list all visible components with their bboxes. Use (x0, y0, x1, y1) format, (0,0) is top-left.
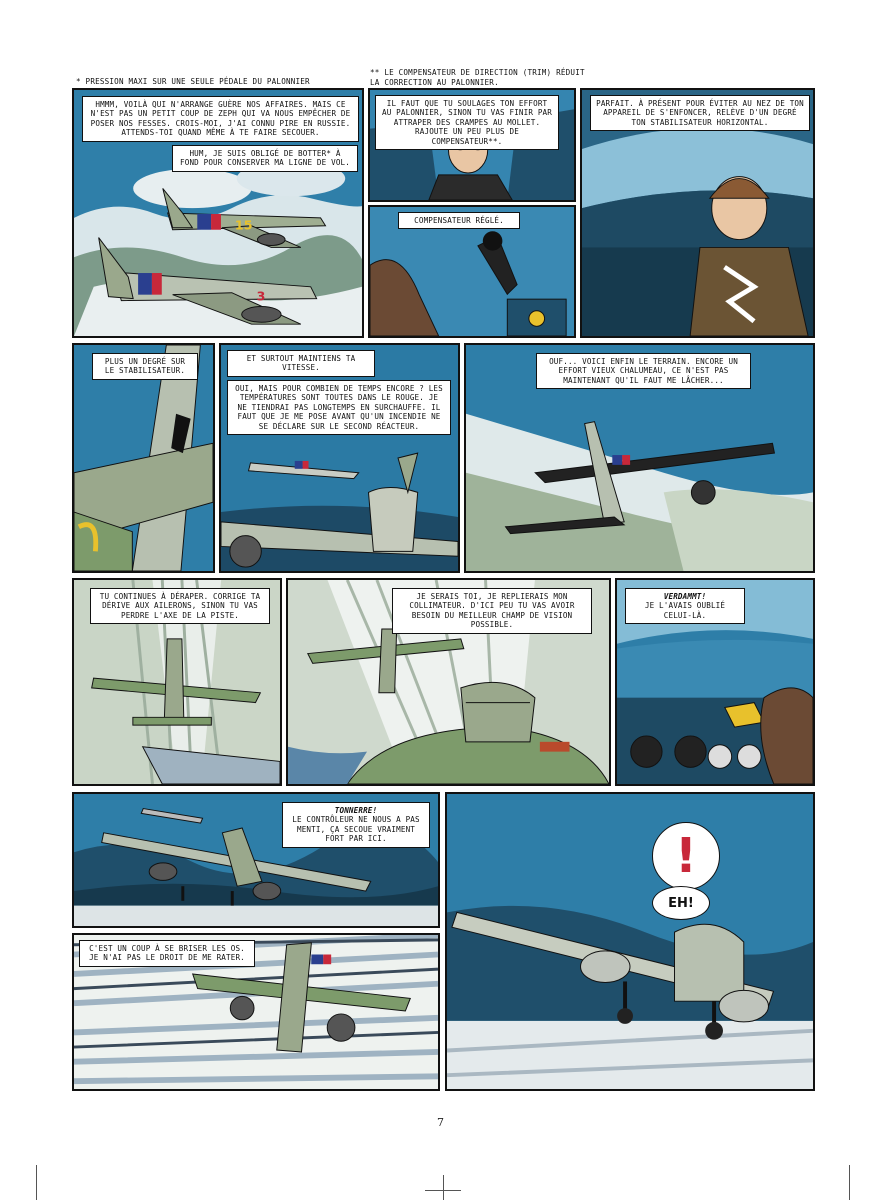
p6-caption-2: OUI, MAIS POUR COMBIEN DE TEMPS ENCORE ? LES TEMPÉRATURES SONT TOUTES DANS LE ROUGE. JE NE TIENDRAI PAS LONGTEMPS EN SURCHAUFFE. IL FAUT QUE JE ME POSE AVANT QU'UN INCENDIE NE SE DÉCLARE SUR LE SECOND RÉACTEUR. (227, 380, 451, 435)
panel-10 (615, 578, 815, 786)
panel-3 (368, 205, 576, 338)
p11-caption-rest: LE CONTRÔLEUR NE NOUS A PAS MENTI, ÇA SECOUE VRAIMENT FORT PAR ICI. (292, 815, 420, 844)
p10-caption-rest: JE L'AVAIS OUBLIÉ CELUI-LÀ. (644, 601, 726, 620)
panel-11 (72, 792, 440, 928)
plane-number-bottom: 3 (256, 289, 266, 305)
crop-mark-center-h (425, 1190, 461, 1191)
p2-caption: IL FAUT QUE TU SOULAGES TON EFFORT AU PALONNIER, SINON TU VAS FINIR PAR ATTRAPER DES CRAMPES AU MOLLET. RAJOUTE UN PEU PLUS DE COMPENSATEUR**. (375, 95, 559, 150)
panel-8 (72, 578, 282, 786)
crop-mark-center-v (443, 1175, 444, 1200)
p10-caption-bold: VERDAMMT! (663, 592, 707, 601)
p5-caption: PLUS UN DEGRÉ SUR LE STABILISATEUR. (92, 353, 198, 380)
panel-13 (445, 792, 815, 1091)
panel-6 (219, 343, 460, 573)
p11-caption-bold: TONNERRE! (334, 806, 378, 815)
panel-4 (580, 88, 815, 338)
p7-caption: OUF... VOICI ENFIN LE TERRAIN. ENCORE UN EFFORT VIEUX CHALUMEAU, CE N'EST PAS MAINTENANT QU'IL FAUT ME LÂCHER... (536, 353, 751, 389)
p8-caption: TU CONTINUES À DÉRAPER. CORRIGE TA DÉRIVE AUX AILERONS, SINON TU VAS PERDRE L'AXE DE LA PISTE. (90, 588, 270, 624)
panel-2 (368, 88, 576, 202)
panel-12 (72, 933, 440, 1091)
footnote-right-line2: LA CORRECTION AU PALONNIER. (370, 78, 499, 87)
crop-mark-left (36, 1165, 37, 1200)
p13-exclaim: ! (675, 828, 697, 884)
p13-shout-balloon (652, 886, 710, 920)
p10-caption (625, 588, 745, 624)
footnote-right-line1: ** LE COMPENSATEUR DE DIRECTION (TRIM) RÉDUIT (370, 68, 585, 77)
p6-caption-1: ET SURTOUT MAINTIENS TA VITESSE. (227, 350, 375, 377)
panel-1 (72, 88, 364, 338)
p13-exclaim-balloon (652, 822, 720, 890)
p11-caption (282, 802, 430, 848)
page-number: 7 (437, 1116, 444, 1129)
footnote-left: * PRESSION MAXI SUR UNE SEULE PÉDALE DU PALONNIER (76, 77, 310, 86)
p12-caption: C'EST UN COUP À SE BRISER LES OS. JE N'AI PAS LE DROIT DE ME RATER. (79, 940, 255, 967)
p4-caption: PARFAIT. À PRÉSENT POUR ÉVITER AU NEZ DE TON APPAREIL DE S'ENFONCER, RELÈVE D'UN DEGRÉ TON STABILISATEUR HORIZONTAL. (590, 95, 810, 131)
plane-number-top: 15 (234, 218, 253, 234)
p1-caption-1: HMMM, VOILÀ QUI N'ARRANGE GUÈRE NOS AFFAIRES. MAIS CE N'EST PAS UN PETIT COUP DE ZEPH QUI VA NOUS EMPÊCHER DE POSER NOS FESSES. CROIS-MOI, J'AI CONNU PIRE EN RUSSIE. ATTENDS-TOI QUAND MÊME À TE FAIRE SECOUER. (82, 96, 359, 142)
p3-caption: COMPENSATEUR RÉGLÉ. (398, 212, 520, 229)
p13-shout: EH! (668, 895, 694, 911)
panel-9 (286, 578, 611, 786)
crop-mark-right (849, 1165, 850, 1200)
panel-7 (464, 343, 815, 573)
panel-5 (72, 343, 215, 573)
panel-13-art (447, 794, 813, 1089)
panel-6-art (221, 345, 458, 571)
p9-caption: JE SERAIS TOI, JE REPLIERAIS MON COLLIMATEUR. D'ICI PEU TU VAS AVOIR BESOIN DU MEILLEUR CHAMP DE VISION POSSIBLE. (392, 588, 592, 634)
p1-caption-2: HUM, JE SUIS OBLIGÉ DE BOTTER* À FOND POUR CONSERVER MA LIGNE DE VOL. (172, 145, 358, 172)
